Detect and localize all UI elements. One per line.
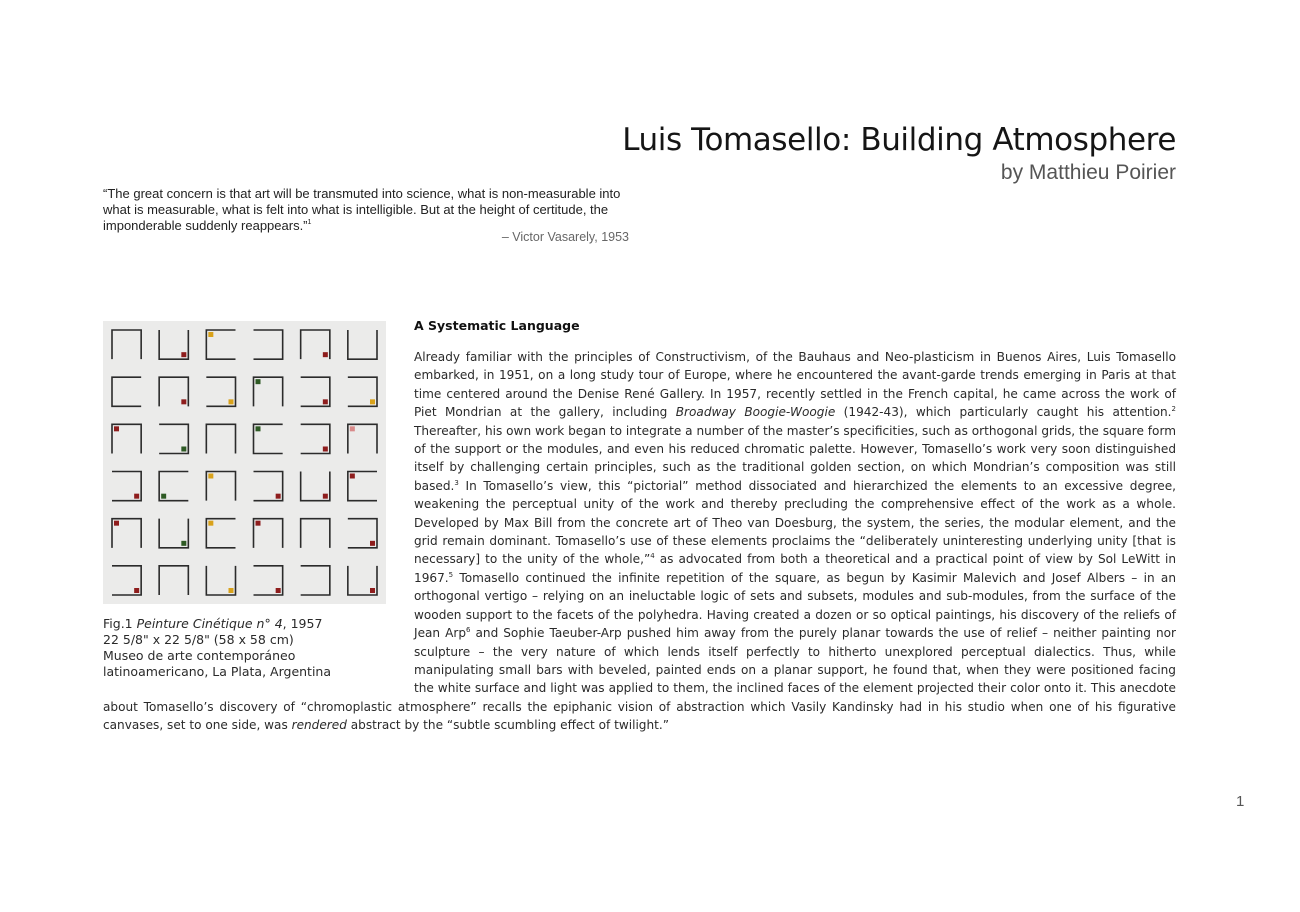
artwork-collection-2: latinoamericano, La Plata, Argentina [103,664,332,679]
footnote-ref: 2 [1171,405,1176,414]
footnote-ref: 3 [454,478,459,487]
body-run: and Sophie Taeuber-Arp pushed him away from the purely planar towards the use of relief – neither painting nor sculpture – the very nature of which lends itself perfectly to hitherto unexplored perceptual dialectics. Thus, while manipulating small bars with beveled, painted ends on a planar support, he found that, when they were positioned facing the white surface and light was applied to them, the inclined faces of the element projected their color onto it. This anecdote about Tomasello’s discovery of “chromoplastic atmosphere” recalls the epiphanic vision of abstraction which Vasily Kandinsky had in his studio when one of his figurative canvases, set to one side, was [103,626,1176,733]
artwork-collection-1: Museo de arte contemporáneo [103,648,296,663]
footnote-ref: 5 [448,570,454,579]
body-run: Already familiar with the principles of Constructivism, of the Bauhaus and Neo-plasticism in Buenos Aires, Luis Tomasello embarked, in 1951, on a long study tour of Europe, where he encountered the avant-garde trends emerging in Paris at that time centered around the Denise René Gallery. In 1957, recently settled in the French capital, he came across the work of Piet Mondrian at the gallery, including [414,350,1176,420]
body-run: In Tomasello’s view, this “pictorial” method dissociated and hierarchized the elements to an excessive degree, weakening the perceptual unity of the work and thereby precluding the comprehensive effect of the work as a whole. Developed by Max Bill from the concrete art of Theo van Doesburg, the system, the series, the modular element, and the grid remain dominant. Tomasello’s use of these elements proclaims the “deliberately uninteresting underlying unity [that is necessary] to the unity of the whole,” [414,478,1176,567]
article-body [103,348,1176,735]
epigraph-text: “The great concern is that art will be transmuted into science, what is non-measurable into what is measurable, what is felt into what is intelligible. But at the height of certitude, the imponderable suddenly reappears.” [103,186,621,233]
artwork-year: , 1957 [282,616,323,631]
body-run: Tomasello continued the infinite repetition of the square, as begun by Kasimir Malevich and Josef Albers – in an orthogonal vertigo – relying on an ineluctable logic of sets and subsets, modules and sub-modules, from the surface of the wooden support to the facets of the polyhedra. Having created a dozen or so optical paintings, his discovery of the reliefs of Jean Arp [414,570,1176,641]
module-color-accent [208,332,213,337]
text-wrap-spacer [103,348,414,688]
footnote-ref: 6 [466,626,471,635]
epigraph-quote [103,186,633,234]
epigraph-attribution: – Victor Vasarely, 1953 [501,230,629,244]
footnote-ref: 1 [307,219,312,226]
body-run: abstract by the “subtle scumbling effect of twilight.” [346,718,669,733]
body-run: (1942-43), which particularly caught his attention. [835,405,1172,420]
page-number: 1 [1236,793,1245,810]
artwork-reference: Broadway Boogie-Woogie [675,405,836,420]
author-byline: by Matthieu Poirier [1000,161,1176,184]
artwork-dimensions: 22 5/8" x 22 5/8" (58 x 58 cm) [103,632,294,647]
footnote-ref: 4 [650,552,655,561]
artwork-title: Peinture Cinétique n° 4 [136,616,283,631]
body-run: Thereafter, his own work began to integrate a number of the master’s specificities, such as orthogonal grids, the square form of the support or the modules, and even his reduced chromatic palette. However, Tomasello’s work very soon distinguished itself by challenging certain principles, such as the traditional golden section, on which Mondrian’s composition was still based. [414,423,1176,493]
body-run: as advocated from both a theoretical and a practical point of view by Sol LeWitt in 1967. [414,552,1176,585]
emphasis: rendered [291,718,347,733]
article-title: Luis Tomasello: Building Atmosphere [622,122,1176,158]
section-heading: A Systematic Language [414,318,580,333]
figure-label: Fig.1 [103,616,137,631]
